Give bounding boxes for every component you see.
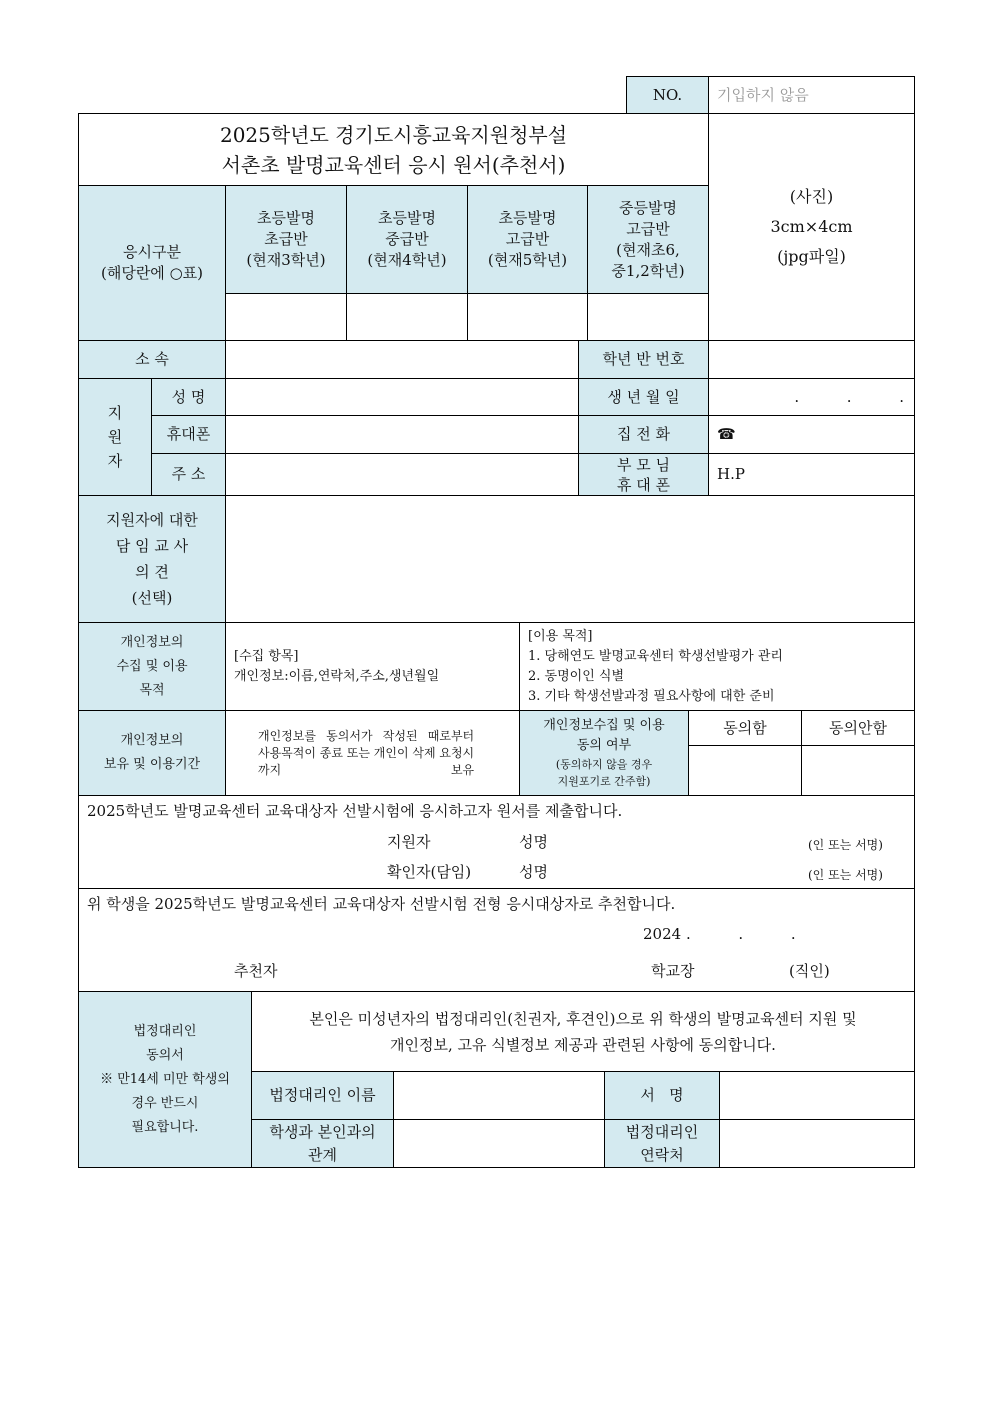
category-option-1: 초등발명 초급반 (현재3학년) <box>225 185 347 294</box>
category-mark-4[interactable] <box>587 293 709 341</box>
agree-checkbox[interactable] <box>688 745 802 796</box>
confirmer-sign-note: (인 또는 서명) <box>808 868 883 882</box>
privacy-purpose-1: 1. 당해연도 발명교육센터 학생선발평가 관리 <box>528 648 783 664</box>
submission-statement: 2025학년도 발명교육센터 교육대상자 선발시험에 응시하고자 원서를 제출합니다. <box>87 802 623 820</box>
applicant-label: 지 원 자 <box>78 378 152 496</box>
privacy-purpose-2: 2. 동명이인 식별 <box>528 668 625 684</box>
parent-phone-field[interactable]: H.P <box>708 453 915 496</box>
form-title-line1: 2025학년도 경기도시흥교육지원청부설 <box>219 122 568 147</box>
parent-phone-label: 부 모 님 휴 대 폰 <box>578 453 709 496</box>
birth-label: 생 년 월 일 <box>578 378 709 416</box>
applicant-sign-note: (인 또는 서명) <box>808 838 883 852</box>
privacy-purpose <box>519 622 915 711</box>
no-value-field[interactable]: 기입하지 않음 <box>708 76 915 114</box>
privacy-items-text: 개인정보:이름,연락처,주소,생년월일 <box>234 668 440 684</box>
category-mark-1[interactable] <box>225 293 347 341</box>
guardian-contact-label: 법정대리인 연락처 <box>604 1119 720 1168</box>
disagree-label: 동의안함 <box>801 710 915 746</box>
category-option-3: 초등발명 고급반 (현재5학년) <box>467 185 588 294</box>
grade-class-no-label: 학년 반 번호 <box>578 340 709 379</box>
affiliation-label: 소 속 <box>78 340 226 379</box>
recommendation-statement: 위 학생을 2025학년도 발명교육센터 교육대상자 선발시험 전형 응시대상자로 추천합니다. <box>87 895 676 913</box>
home-phone-field[interactable] <box>708 415 915 454</box>
category-option-2: 초등발명 중급반 (현재4학년) <box>346 185 468 294</box>
applicant-sign-name-label: 성명 <box>519 833 548 851</box>
consent-label-line1: 개인정보수집 및 이용 <box>543 718 665 733</box>
form-title-line2: 서촌초 발명교육센터 응시 원서(추천서) <box>221 152 566 177</box>
address-label: 주 소 <box>151 453 226 496</box>
privacy-collect-label: 개인정보의 수집 및 이용 목적 <box>78 622 226 711</box>
privacy-items <box>225 622 520 711</box>
applicant-sign-area[interactable] <box>560 830 800 854</box>
guardian-sign-field[interactable] <box>719 1071 915 1120</box>
mobile-label: 휴대폰 <box>151 415 226 454</box>
name-field[interactable] <box>225 378 579 416</box>
guardian-sign-label: 서 명 <box>604 1071 720 1120</box>
photo-format: (jpg파일) <box>777 247 846 266</box>
mobile-field[interactable] <box>225 415 579 454</box>
guardian-relation-field[interactable] <box>393 1119 605 1168</box>
photo-size: 3cm×4cm <box>770 217 853 236</box>
birth-field[interactable]: . . . <box>708 378 915 416</box>
guardian-relation-label: 학생과 본인과의 관계 <box>251 1119 394 1168</box>
privacy-retention-text: 개인정보를 동의서가 작성된 때로부터 사용목적이 종료 또는 개인이 삭제 요청시 까지 보유 <box>225 710 520 796</box>
opinion-label: 지원자에 대한 담 임 교 사 의 견 (선택) <box>78 495 226 623</box>
consent-note: (동의하지 않을 경우 지원포기로 간주함) <box>555 758 653 788</box>
affiliation-field[interactable] <box>225 340 579 379</box>
no-label: NO. <box>626 76 709 114</box>
seal-label: (직인) <box>789 962 830 980</box>
grade-class-no-field[interactable] <box>708 340 915 379</box>
category-label: 응시구분 (해당란에 ○표) <box>78 185 226 341</box>
phone-icon: ☎ <box>717 425 736 443</box>
confirmer-sign-label: 확인자(담임) <box>387 863 472 881</box>
privacy-retention-label: 개인정보의 보유 및 이용기간 <box>78 710 226 796</box>
home-phone-label: 집 전 화 <box>578 415 709 454</box>
photo-box[interactable] <box>708 113 915 341</box>
confirmer-sign-name-label: 성명 <box>519 863 548 881</box>
form-title <box>78 113 709 186</box>
applicant-sign-label: 지원자 <box>387 833 431 851</box>
consent-label-line2: 동의 여부 <box>576 738 632 753</box>
category-mark-3[interactable] <box>467 293 588 341</box>
name-label: 성 명 <box>151 378 226 416</box>
privacy-items-title: [수집 항목] <box>234 648 299 664</box>
category-option-4: 중등발명 고급반 (현재초6, 중1,2학년) <box>587 185 709 294</box>
confirmer-sign-area[interactable] <box>560 860 800 884</box>
privacy-purpose-3: 3. 기타 학생선발과정 필요사항에 대한 준비 <box>528 688 775 704</box>
guardian-name-label: 법정대리인 이름 <box>251 1071 394 1120</box>
agree-label: 동의함 <box>688 710 802 746</box>
disagree-checkbox[interactable] <box>801 745 915 796</box>
recommendation-date: 2024 . . . <box>643 925 796 943</box>
address-field[interactable] <box>225 453 579 496</box>
consent-label <box>519 710 689 796</box>
guardian-label: 법정대리인 동의서 ※ 만14세 미만 학생의 경우 반드시 필요합니다. <box>78 991 252 1168</box>
privacy-purpose-title: [이용 목적] <box>528 628 593 644</box>
guardian-contact-field[interactable] <box>719 1119 915 1168</box>
category-mark-2[interactable] <box>346 293 468 341</box>
recommender-label: 추천자 <box>234 962 278 980</box>
opinion-field[interactable] <box>225 495 915 623</box>
principal-label: 학교장 <box>651 962 695 980</box>
photo-line1: (사진) <box>789 187 834 206</box>
guardian-statement: 본인은 미성년자의 법정대리인(친권자, 후견인)으로 위 학생의 발명교육센터 지원 및 개인정보, 고유 식별정보 제공과 관련된 사항에 동의합니다. <box>251 991 915 1072</box>
guardian-name-field[interactable] <box>393 1071 605 1120</box>
